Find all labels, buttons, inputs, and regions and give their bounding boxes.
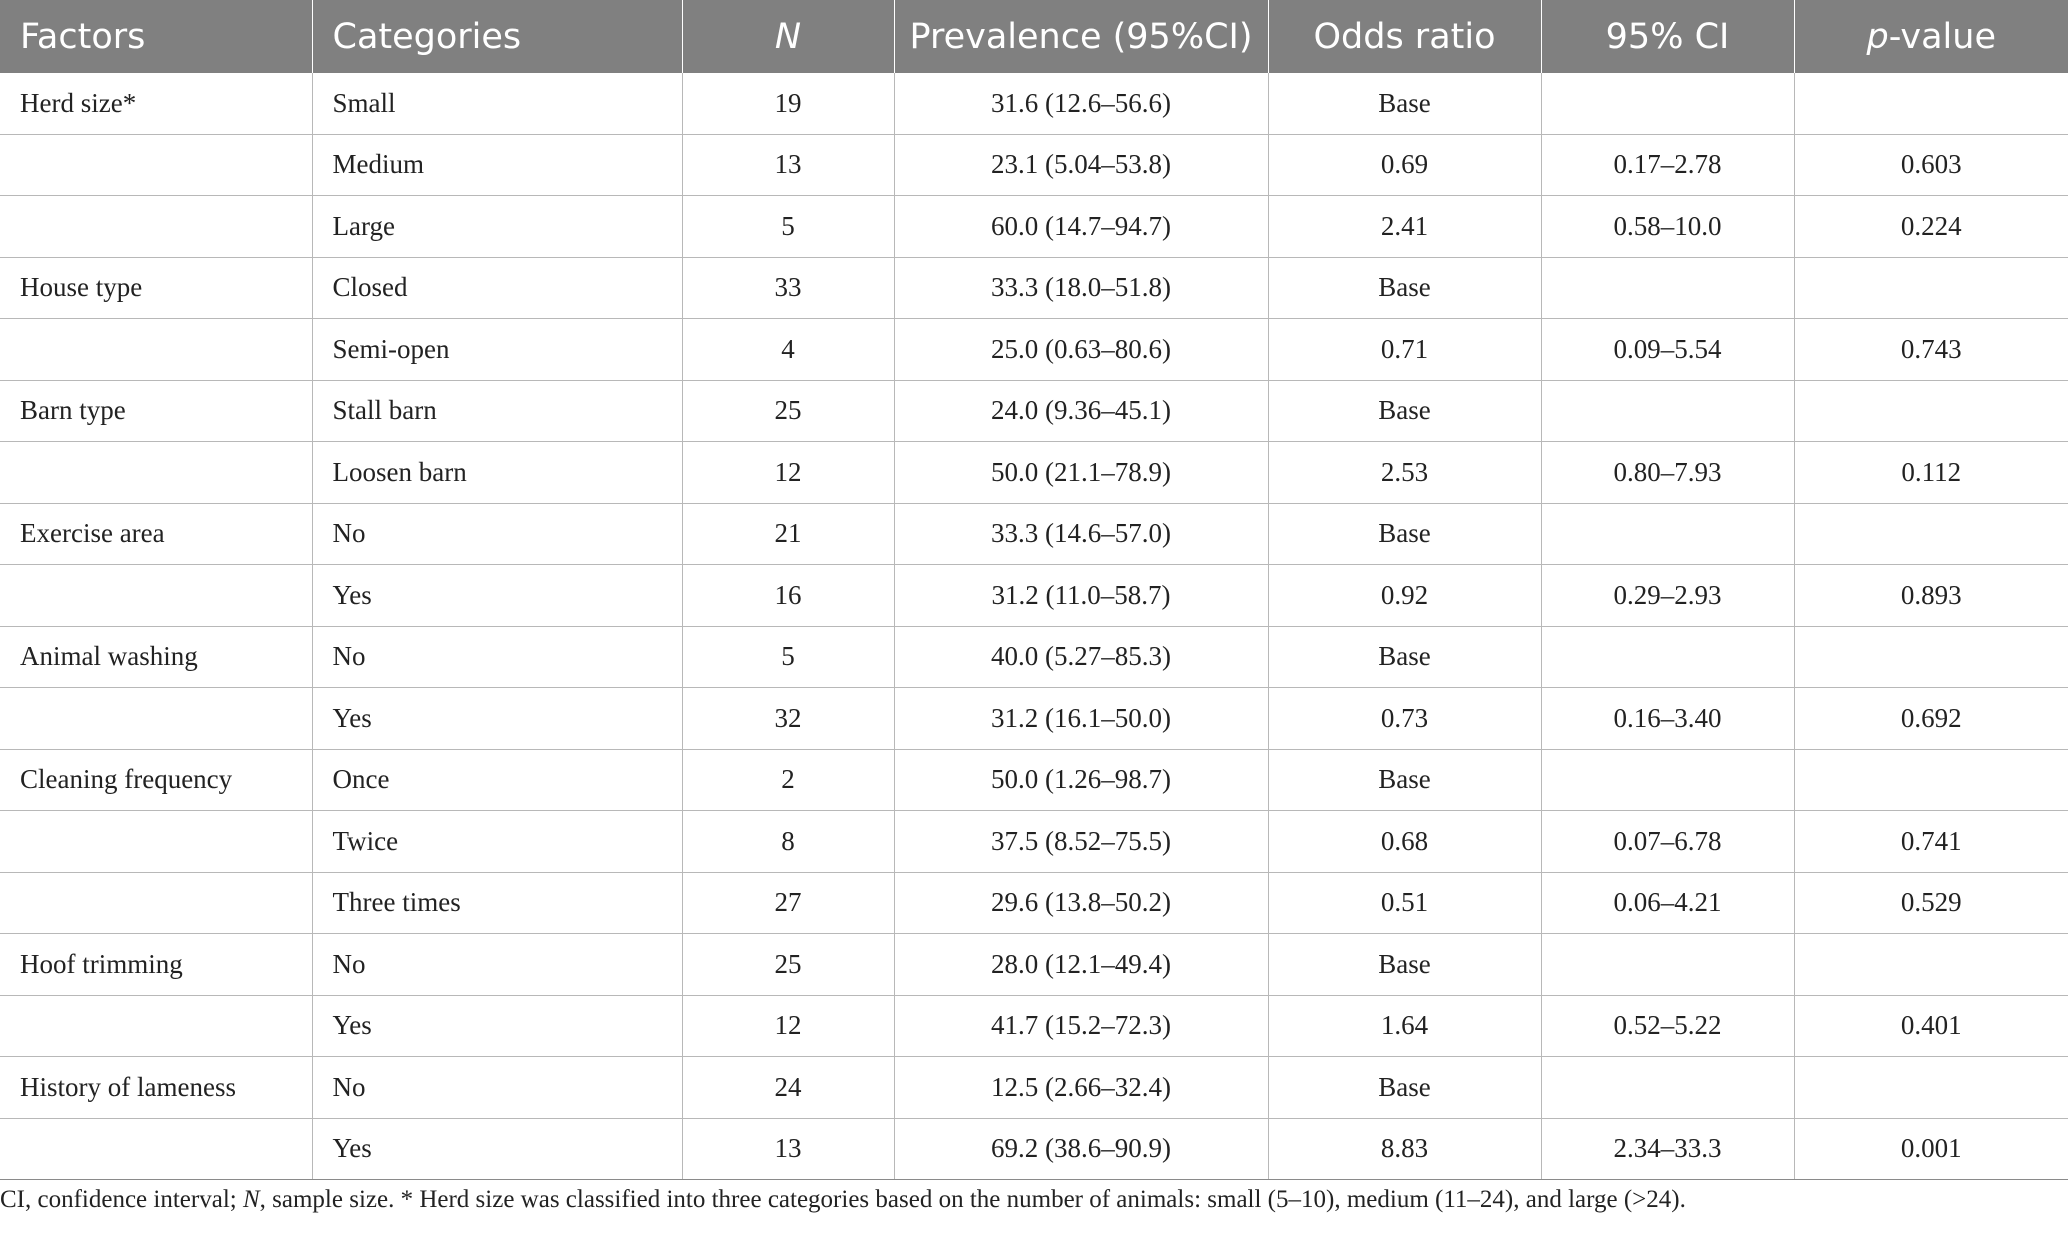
cell-95-ci	[1541, 257, 1794, 319]
cell-p-value: 0.224	[1794, 196, 2068, 258]
cell-95-ci: 0.17–2.78	[1541, 134, 1794, 196]
cell-p-value	[1794, 749, 2068, 811]
cell-n: 25	[682, 934, 894, 996]
cell-p-value: 0.743	[1794, 319, 2068, 381]
table-row	[0, 442, 2068, 504]
table-row	[0, 934, 2068, 996]
header-p-rest: -value	[1888, 16, 1996, 57]
cell-odds-ratio: 2.41	[1268, 196, 1541, 258]
cell-factor	[0, 565, 312, 627]
cell-95-ci	[1541, 934, 1794, 996]
cell-p-value: 0.001	[1794, 1118, 2068, 1180]
cell-95-ci: 2.34–33.3	[1541, 1118, 1794, 1180]
table-row	[0, 688, 2068, 750]
cell-n: 33	[682, 257, 894, 319]
cell-p-value	[1794, 934, 2068, 996]
cell-factor	[0, 134, 312, 196]
header-odds-ratio: Odds ratio	[1268, 0, 1541, 73]
cell-category: Large	[312, 196, 682, 258]
cell-p-value: 0.741	[1794, 811, 2068, 873]
cell-prevalence: 69.2 (38.6–90.9)	[894, 1118, 1268, 1180]
cell-p-value	[1794, 503, 2068, 565]
cell-prevalence: 33.3 (18.0–51.8)	[894, 257, 1268, 319]
table-row	[0, 749, 2068, 811]
cell-95-ci: 0.29–2.93	[1541, 565, 1794, 627]
table-row	[0, 995, 2068, 1057]
cell-p-value: 0.529	[1794, 872, 2068, 934]
cell-p-value: 0.893	[1794, 565, 2068, 627]
cell-odds-ratio: 0.92	[1268, 565, 1541, 627]
cell-n: 12	[682, 442, 894, 504]
cell-factor: Exercise area	[0, 503, 312, 565]
cell-category: Twice	[312, 811, 682, 873]
table-row	[0, 196, 2068, 258]
header-p-value	[1794, 0, 2068, 73]
cell-odds-ratio: 8.83	[1268, 1118, 1541, 1180]
cell-prevalence: 12.5 (2.66–32.4)	[894, 1057, 1268, 1119]
cell-odds-ratio: 0.71	[1268, 319, 1541, 381]
cell-95-ci: 0.16–3.40	[1541, 688, 1794, 750]
cell-n: 5	[682, 626, 894, 688]
cell-95-ci: 0.06–4.21	[1541, 872, 1794, 934]
cell-95-ci: 0.09–5.54	[1541, 319, 1794, 381]
cell-factor: Barn type	[0, 380, 312, 442]
cell-p-value	[1794, 257, 2068, 319]
cell-prevalence: 31.6 (12.6–56.6)	[894, 73, 1268, 134]
cell-prevalence: 50.0 (1.26–98.7)	[894, 749, 1268, 811]
cell-n: 2	[682, 749, 894, 811]
cell-factor	[0, 995, 312, 1057]
cell-p-value: 0.692	[1794, 688, 2068, 750]
cell-prevalence: 41.7 (15.2–72.3)	[894, 995, 1268, 1057]
table-row	[0, 565, 2068, 627]
cell-prevalence: 31.2 (11.0–58.7)	[894, 565, 1268, 627]
cell-odds-ratio: 0.68	[1268, 811, 1541, 873]
cell-factor: Hoof trimming	[0, 934, 312, 996]
header-factors: Factors	[0, 0, 312, 73]
cell-category: No	[312, 626, 682, 688]
cell-factor	[0, 688, 312, 750]
cell-factor	[0, 196, 312, 258]
cell-95-ci	[1541, 73, 1794, 134]
cell-category: No	[312, 1057, 682, 1119]
cell-95-ci: 0.07–6.78	[1541, 811, 1794, 873]
cell-factor: Herd size*	[0, 73, 312, 134]
cell-category: Once	[312, 749, 682, 811]
table-row	[0, 811, 2068, 873]
cell-n: 16	[682, 565, 894, 627]
cell-category: Closed	[312, 257, 682, 319]
cell-n: 19	[682, 73, 894, 134]
cell-n: 13	[682, 1118, 894, 1180]
cell-95-ci: 0.58–10.0	[1541, 196, 1794, 258]
cell-odds-ratio: 0.69	[1268, 134, 1541, 196]
header-95-ci: 95% CI	[1541, 0, 1794, 73]
cell-category: Yes	[312, 688, 682, 750]
cell-95-ci	[1541, 503, 1794, 565]
cell-n: 8	[682, 811, 894, 873]
cell-95-ci	[1541, 626, 1794, 688]
cell-p-value	[1794, 1057, 2068, 1119]
header-p-italic: p	[1866, 16, 1889, 57]
cell-p-value: 0.112	[1794, 442, 2068, 504]
cell-odds-ratio: Base	[1268, 626, 1541, 688]
cell-category: Medium	[312, 134, 682, 196]
cell-category: Yes	[312, 995, 682, 1057]
cell-prevalence: 40.0 (5.27–85.3)	[894, 626, 1268, 688]
cell-prevalence: 24.0 (9.36–45.1)	[894, 380, 1268, 442]
cell-95-ci	[1541, 380, 1794, 442]
header-row	[0, 0, 2068, 73]
cell-p-value	[1794, 73, 2068, 134]
cell-category: Small	[312, 73, 682, 134]
table-row	[0, 73, 2068, 134]
cell-95-ci	[1541, 749, 1794, 811]
cell-factor: History of lameness	[0, 1057, 312, 1119]
cell-n: 12	[682, 995, 894, 1057]
cell-odds-ratio: Base	[1268, 503, 1541, 565]
cell-factor: House type	[0, 257, 312, 319]
cell-category: Yes	[312, 1118, 682, 1180]
table-row	[0, 1118, 2068, 1180]
header-categories: Categories	[312, 0, 682, 73]
table-row	[0, 1057, 2068, 1119]
cell-factor	[0, 442, 312, 504]
cell-n: 27	[682, 872, 894, 934]
cell-odds-ratio: 1.64	[1268, 995, 1541, 1057]
cell-factor: Animal washing	[0, 626, 312, 688]
cell-n: 4	[682, 319, 894, 381]
cell-prevalence: 50.0 (21.1–78.9)	[894, 442, 1268, 504]
cell-n: 13	[682, 134, 894, 196]
cell-n: 5	[682, 196, 894, 258]
cell-prevalence: 29.6 (13.8–50.2)	[894, 872, 1268, 934]
table-row	[0, 380, 2068, 442]
table-row	[0, 257, 2068, 319]
table-row	[0, 872, 2068, 934]
cell-prevalence: 25.0 (0.63–80.6)	[894, 319, 1268, 381]
cell-factor	[0, 811, 312, 873]
cell-95-ci: 0.52–5.22	[1541, 995, 1794, 1057]
table-body	[0, 73, 2068, 1180]
cell-prevalence: 31.2 (16.1–50.0)	[894, 688, 1268, 750]
table-row	[0, 134, 2068, 196]
cell-p-value	[1794, 380, 2068, 442]
cell-n: 21	[682, 503, 894, 565]
cell-odds-ratio: Base	[1268, 73, 1541, 134]
cell-p-value: 0.401	[1794, 995, 2068, 1057]
cell-factor	[0, 319, 312, 381]
cell-odds-ratio: 0.51	[1268, 872, 1541, 934]
cell-factor: Cleaning frequency	[0, 749, 312, 811]
header-n: N	[682, 0, 894, 73]
cell-odds-ratio: Base	[1268, 749, 1541, 811]
cell-odds-ratio: Base	[1268, 934, 1541, 996]
cell-category: Stall barn	[312, 380, 682, 442]
footnote-n-italic: N	[242, 1186, 260, 1213]
cell-category: Semi-open	[312, 319, 682, 381]
cell-n: 24	[682, 1057, 894, 1119]
cell-prevalence: 33.3 (14.6–57.0)	[894, 503, 1268, 565]
cell-odds-ratio: Base	[1268, 257, 1541, 319]
cell-odds-ratio: 0.73	[1268, 688, 1541, 750]
cell-category: Loosen barn	[312, 442, 682, 504]
cell-prevalence: 23.1 (5.04–53.8)	[894, 134, 1268, 196]
header-prevalence: Prevalence (95%CI)	[894, 0, 1268, 73]
cell-n: 25	[682, 380, 894, 442]
cell-p-value: 0.603	[1794, 134, 2068, 196]
table-row	[0, 503, 2068, 565]
cell-95-ci: 0.80–7.93	[1541, 442, 1794, 504]
footnote-part1: CI, confidence interval;	[0, 1186, 243, 1213]
footnote-part2: , sample size. * Herd size was classified into three categories based on the number of animals: small (5–10), medium (11–24), and large (>24).	[259, 1186, 1686, 1213]
cell-p-value	[1794, 626, 2068, 688]
cell-category: No	[312, 934, 682, 996]
cell-odds-ratio: 2.53	[1268, 442, 1541, 504]
cell-category: Yes	[312, 565, 682, 627]
table-row	[0, 626, 2068, 688]
cell-prevalence: 37.5 (8.52–75.5)	[894, 811, 1268, 873]
table-footnote	[0, 1186, 2068, 1214]
cell-prevalence: 28.0 (12.1–49.4)	[894, 934, 1268, 996]
cell-95-ci	[1541, 1057, 1794, 1119]
cell-odds-ratio: Base	[1268, 380, 1541, 442]
table-row	[0, 319, 2068, 381]
table-header	[0, 0, 2068, 73]
cell-prevalence: 60.0 (14.7–94.7)	[894, 196, 1268, 258]
cell-factor	[0, 872, 312, 934]
cell-category: No	[312, 503, 682, 565]
cell-odds-ratio: Base	[1268, 1057, 1541, 1119]
cell-n: 32	[682, 688, 894, 750]
cell-category: Three times	[312, 872, 682, 934]
cell-factor	[0, 1118, 312, 1180]
